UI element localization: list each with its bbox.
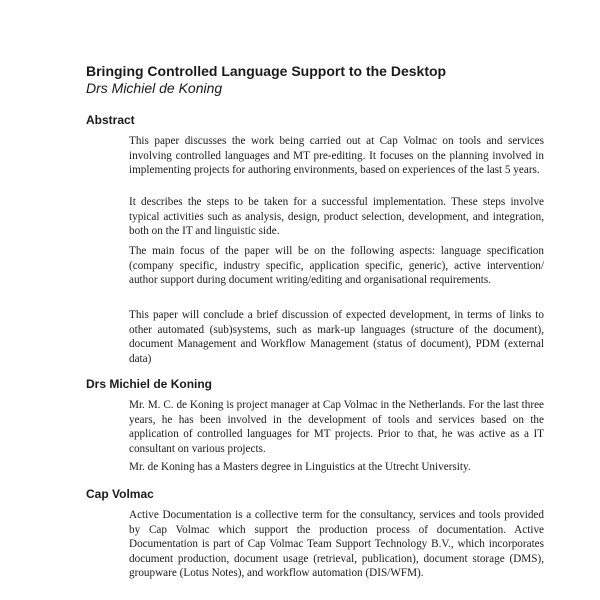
author-bio-paragraph-2: Mr. de Koning has a Masters degree in Linguistics at the Utrecht University. — [129, 461, 471, 473]
abstract-paragraph-1: This paper discusses the work being carried out at Cap Volmac on tools and services involving controlled languages and MT pre-editing. It focuses on the planning involved in implementing projects for authoring environments, based on experiences of the last 5 years. — [129, 135, 544, 176]
abstract-paragraph-4: This paper will conclude a brief discussion of expected development, in terms of links to other automated (sub)systems, such as mark-up languages (structure of the document), document Management and Workflow Management (status of document), PDM (external data) — [129, 309, 544, 365]
abstract-paragraph-2: It describes the steps to be taken for a successful implementation. These steps involve typical activities such as analysis, design, product selection, development, and integration, both on the IT and linguistic side. — [129, 196, 544, 237]
author-bio-paragraph-1: Mr. M. C. de Koning is project manager at Cap Volmac in the Netherlands. For the last three years, he has been involved in the development of tools and services based on the application of controlled languages for MT projects. Prior to that, he was active as a IT consultant on various projects. — [129, 399, 544, 455]
section-heading-abstract: Abstract — [86, 113, 135, 127]
cap-volmac-paragraph-1: Active Documentation is a collective term for the consultancy, services and tools provided by Cap Volmac which support the production process of documentation. Active Documentation is part of Cap Volmac Team Support Technology B.V., which incorporates document production, document usage (retrieval, publication), document storage (DMS), groupware (Lotus Notes), and workflow automation (DIS/WFM). — [129, 509, 544, 579]
section-heading-author: Drs Michiel de Koning — [86, 377, 213, 391]
paper-title: Bringing Controlled Language Support to the Desktop — [86, 63, 447, 79]
paper-author: Drs Michiel de Koning — [86, 80, 223, 96]
section-heading-cap-volmac: Cap Volmac — [86, 487, 154, 501]
abstract-paragraph-3: The main focus of the paper will be on the following aspects: language specification (company specific, industry specific, application specific, generic), active intervention/ author support during document writing/editing and organisational requirements. — [129, 245, 544, 286]
